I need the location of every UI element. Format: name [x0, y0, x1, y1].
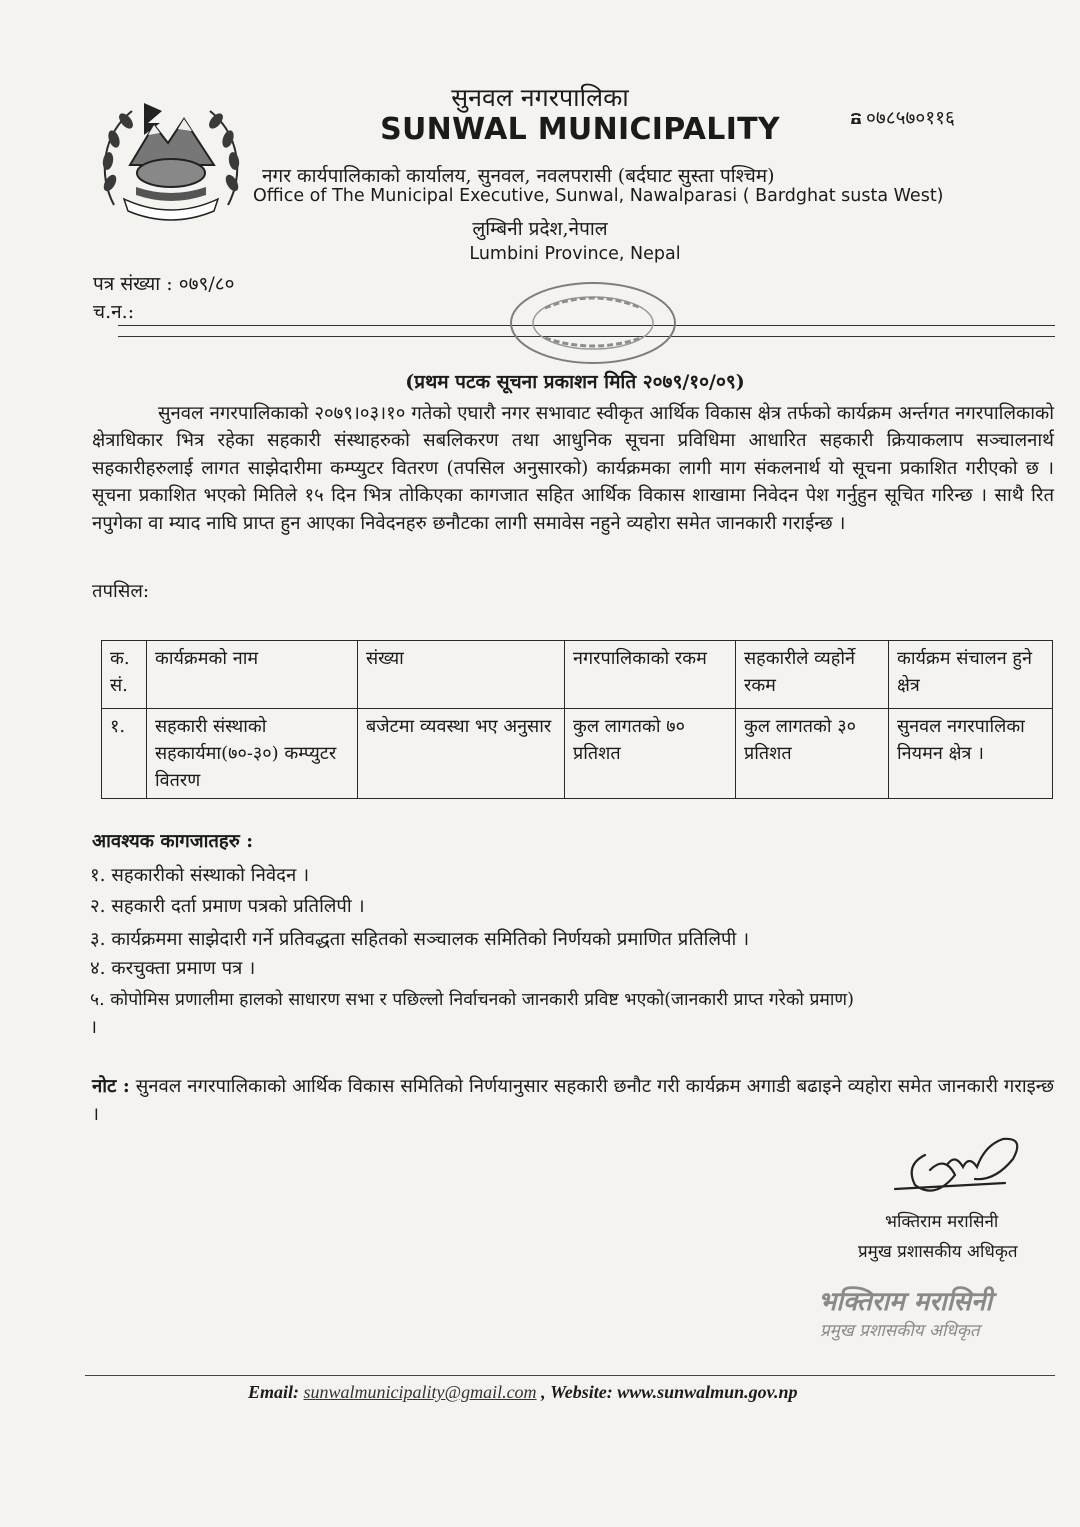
document-item: ४. करचुक्ता प्रमाण पत्र ।	[90, 958, 256, 979]
email-label: Email:	[248, 1382, 300, 1402]
signature-icon	[885, 1125, 1035, 1205]
document-item: ३. कार्यक्रममा साझेदारी गर्ने प्रतिवद्धता सहितको सञ्चालक समितिको निर्णयको प्रमाणित प्रतिलिपी ।	[90, 929, 750, 950]
email-link[interactable]: sunwalmunicipality@gmail.com	[303, 1382, 537, 1402]
table-cell: कुल लागतको ३० प्रतिशत	[736, 709, 889, 799]
municipality-name-en: SUNWAL MUNICIPALITY	[380, 112, 780, 147]
tapasil-label: तपसिल:	[92, 581, 150, 602]
required-documents-title: आवश्यक कागजातहरु :	[92, 831, 254, 852]
footer-separator: ,	[541, 1382, 546, 1402]
phone-value: ०७८५७०११६	[866, 107, 955, 129]
table-cell: कुल लागतको ७० प्रतिशत	[565, 709, 736, 799]
letter-number: पत्र संख्या : ०७९/८०	[93, 273, 235, 295]
table-header-cell: नगरपालिकाको रकम	[565, 641, 736, 709]
table-header-cell: क. सं.	[102, 641, 147, 709]
program-table	[101, 640, 1053, 799]
signer-title: प्रमुख प्रशासकीय अधिकृत	[858, 1242, 1018, 1262]
table-header-cell: कार्यक्रमको नाम	[147, 641, 358, 709]
phone-icon	[850, 112, 862, 125]
office-stamp-icon	[505, 278, 680, 368]
office-name-np: नगर कार्यपालिकाको कार्यालय, सुनवल, नवलपरासी (बर्दघाट सुस्ता पश्चिम)	[262, 165, 775, 187]
notice-body: सुनवल नगरपालिकाको २०७९।०३।१० गतेको एघारौ नगर सभावाट स्वीकृत आर्थिक विकास क्षेत्र तर्फको कार्यक्रम अर्न्तगत नगरपालिकाको क्षेत्राधिकार भित्र रहेका सहकारी संस्थाहरुको सबलिकरण तथा आधुनिक सूचना प्रविधिमा आधारित सहकारी क्रियाकलाप सञ्चालनार्थ सहकारीहरुलाई लागत साझेदारीमा कम्प्युटर वितरण (तपसिल अनुसारको) कार्यक्रमका लागी माग संकलनार्थ यो सूचना प्रकाशित गरीएको छ । सूचना प्रकाशित भएको मितिले १५ दिन भित्र तोकिएका कागजात सहित आर्थिक विकास शाखामा निवेदन पेश गर्नुहुन सूचित गरिन्छ । साथै रित नपुगेका वा म्याद नाघि प्राप्त हुन आएका निवेदनहरु छनौटका लागी समावेस नहुने व्यहोरा समेत जानकारी गराईन्छ ।	[92, 403, 1054, 534]
table-header-row	[102, 641, 1053, 709]
note-label: नोट :	[92, 1076, 130, 1097]
note-text: सुनवल नगरपालिकाको आर्थिक विकास समितिको निर्णयानुसार सहकारी छनौट गरी कार्यक्रम अगाडी बढाइने व्यहोरा समेत जानकारी गराइन्छ ।	[92, 1076, 1054, 1125]
document-item: २. सहकारी दर्ता प्रमाण पत्रको प्रतिलिपी ।	[90, 896, 365, 917]
table-cell: सहकारी संस्थाको सहकार्यमा(७०-३०) कम्प्युटर वितरण	[147, 709, 358, 799]
office-name-en: Office of The Municipal Executive, Sunwal, Nawalparasi ( Bardghat susta West)	[253, 186, 944, 206]
table-header-cell: सहकारीले व्यहोर्ने रकम	[736, 641, 889, 709]
table-header-cell: संख्या	[358, 641, 565, 709]
title-stamp: प्रमुख प्रशासकीय अधिकृत	[820, 1321, 980, 1341]
website-link[interactable]: www.sunwalmun.gov.np	[617, 1382, 798, 1402]
dispatch-number: च.न.:	[93, 301, 135, 323]
table-cell: सुनवल नगरपालिका नियमन क्षेत्र ।	[889, 709, 1053, 799]
footer-divider	[85, 1375, 1055, 1376]
province-en: Lumbini Province, Nepal	[469, 244, 681, 264]
footer-contact	[248, 1382, 797, 1403]
municipality-name-np: सुनवल नगरपालिका	[451, 83, 629, 112]
table-header-cell: कार्यक्रम संचालन हुने क्षेत्र	[889, 641, 1053, 709]
website-label: Website:	[550, 1382, 613, 1402]
table-cell: बजेटमा व्यवस्था भए अनुसार	[358, 709, 565, 799]
document-item: ।	[90, 1017, 98, 1038]
table-cell: १.	[102, 709, 147, 799]
signer-name: भक्तिराम मरासिनी	[885, 1212, 999, 1232]
document-item: १. सहकारीको संस्थाको निवेदन ।	[90, 865, 310, 886]
table-row	[102, 709, 1053, 799]
province-np: लुम्बिनी प्रदेश,नेपाल	[472, 218, 608, 240]
note	[92, 1073, 1054, 1129]
phone-number	[850, 104, 955, 130]
publication-date: (प्रथम पटक सूचना प्रकाशन मिति २०७९/१०/०९)	[405, 371, 745, 393]
document-item: ५. कोपोमिस प्रणालीमा हालको साधारण सभा र पछिल्लो निर्वाचनको जानकारी प्रविष्ट भएको(जानकारी प्राप्त गरेको प्रमाण)	[90, 990, 854, 1010]
name-stamp: भक्तिराम मरासिनी	[818, 1287, 993, 1317]
